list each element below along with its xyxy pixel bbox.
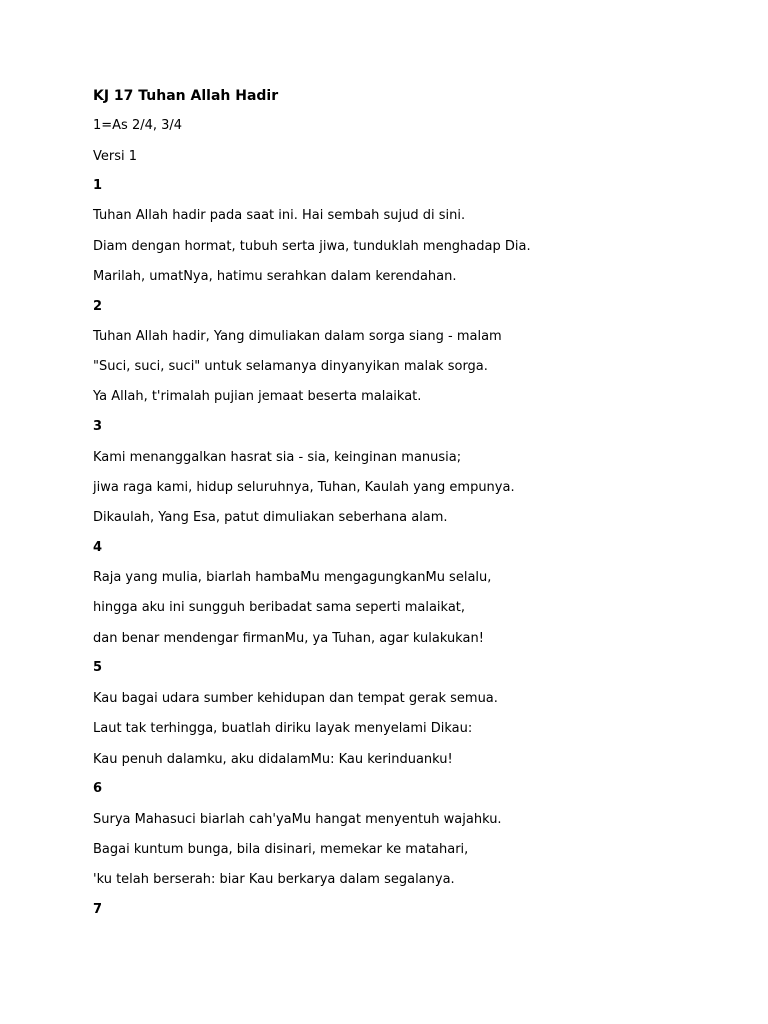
verse-line: Tuhan Allah hadir pada saat ini. Hai sembah sujud di sini.	[93, 208, 466, 223]
verse-line: jiwa raga kami, hidup seluruhnya, Tuhan, Kaulah yang empunya.	[93, 480, 515, 495]
verse-line: Kami menanggalkan hasrat sia - sia, keinginan manusia;	[93, 450, 462, 465]
verse-line: Diam dengan hormat, tubuh serta jiwa, tunduklah menghadap Dia.	[93, 239, 531, 254]
verse-number: 3	[93, 419, 103, 434]
verse-number: 7	[93, 902, 103, 917]
verse-line: Marilah, umatNya, hatimu serahkan dalam kerendahan.	[93, 269, 457, 284]
verse-line: hingga aku ini sungguh beribadat sama seperti malaikat,	[93, 600, 466, 615]
verse-number: 5	[93, 660, 103, 675]
page-title: KJ 17 Tuhan Allah Hadir	[93, 88, 279, 104]
version-label: Versi 1	[93, 149, 138, 164]
verse-line: Kau bagai udara sumber kehidupan dan tempat gerak semua.	[93, 691, 498, 706]
verse-line: dan benar mendengar firmanMu, ya Tuhan, agar kulakukan!	[93, 631, 484, 646]
verse-line: Ya Allah, t'rimalah pujian jemaat beserta malaikat.	[93, 389, 422, 404]
verse-line: Dikaulah, Yang Esa, patut dimuliakan seberhana alam.	[93, 510, 448, 525]
verse-line: Raja yang mulia, biarlah hambaMu mengagungkanMu selalu,	[93, 570, 492, 585]
verse-line: Bagai kuntum bunga, bila disinari, memekar ke matahari,	[93, 842, 469, 857]
verse-number: 2	[93, 299, 103, 314]
verse-line: Laut tak terhingga, buatlah diriku layak menyelami Dikau:	[93, 721, 473, 736]
verse-number: 4	[93, 540, 103, 555]
verse-line: 'ku telah berserah: biar Kau berkarya dalam segalanya.	[93, 872, 455, 887]
verse-line: "Suci, suci, suci" untuk selamanya dinyanyikan malak sorga.	[93, 359, 488, 374]
key-signature: 1=As 2/4, 3/4	[93, 118, 183, 133]
verse-line: Kau penuh dalamku, aku didalamMu: Kau kerinduanku!	[93, 752, 453, 767]
verse-number: 1	[93, 178, 103, 193]
verse-line: Tuhan Allah hadir, Yang dimuliakan dalam sorga siang - malam	[93, 329, 502, 344]
verse-number: 6	[93, 781, 103, 796]
verse-line: Surya Mahasuci biarlah cah'yaMu hangat menyentuh wajahku.	[93, 812, 502, 827]
